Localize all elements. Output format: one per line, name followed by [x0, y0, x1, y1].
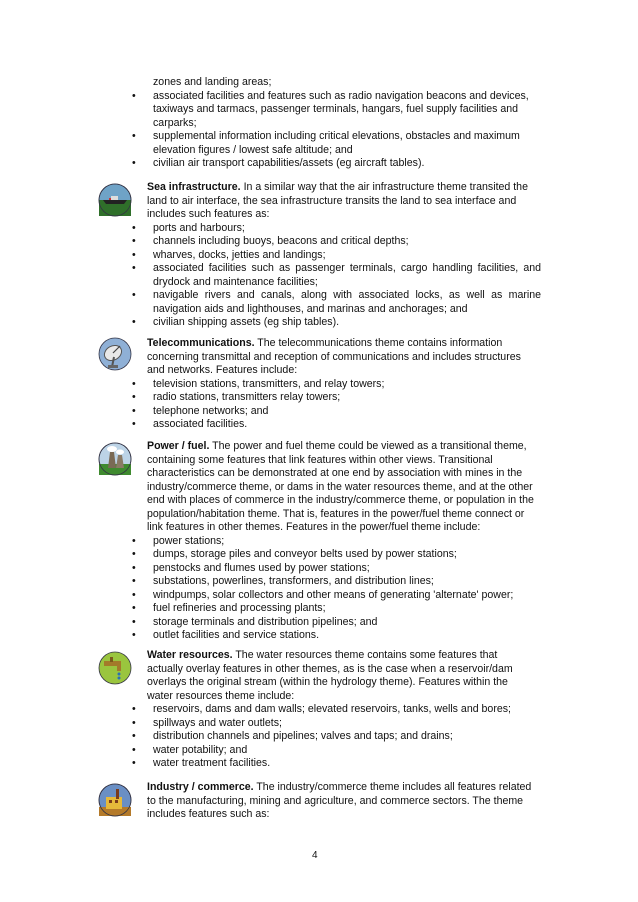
list-item-line: associated facilities. — [153, 418, 248, 430]
bullet-marker: • — [132, 89, 136, 102]
section-intro-text: actually overlay features in other themes, as is the case when a reservoir/dam — [147, 662, 513, 675]
section-intro-text: concerning transmittal and reception of communications and includes structures — [147, 350, 521, 363]
page-number: 4 — [312, 850, 318, 861]
bullet-marker: • — [132, 316, 136, 328]
factory-icon — [98, 783, 132, 817]
bullet-marker: • — [132, 716, 136, 729]
list-item-line: power stations; — [153, 534, 225, 547]
section-intro-text: overlays the original stream (within the hydrology theme). Features within the — [147, 676, 508, 688]
list-item-line: water potability; and — [153, 743, 248, 756]
list-item-line: navigation aids and lighthouses, and marinas and anchorages; and — [153, 302, 468, 315]
section-intro-text: containing some features that link features within other views. Transitional — [147, 453, 493, 466]
section-intro-text: link features in other themes. Features in the power/fuel theme include: — [147, 521, 481, 533]
section-intro-text: The water resources theme contains some features that — [232, 649, 498, 661]
bullet-marker: • — [132, 602, 136, 614]
section-heading: Industry / commerce. — [147, 781, 254, 793]
list-item-line: drydock and maintenance facilities; — [153, 275, 318, 288]
bullet-marker: • — [132, 130, 136, 142]
bullet-marker: • — [132, 391, 136, 403]
list-item-line: fuel refineries and processing plants; — [153, 602, 326, 614]
bullet-marker: • — [132, 561, 136, 574]
section-heading: Sea infrastructure. — [147, 181, 241, 193]
section-intro-text: includes such features as: — [147, 208, 270, 220]
list-item-line: civilian air transport capabilities/assets (eg aircraft tables). — [153, 157, 425, 169]
list-item-line: spillways and water outlets; — [153, 716, 282, 729]
bullet-marker: • — [132, 548, 136, 560]
section-intro-text: In a similar way that the air infrastructure theme transited the — [240, 181, 528, 193]
bullet-marker: • — [132, 262, 136, 274]
bullet-marker: • — [132, 248, 136, 261]
section-intro-text: to the manufacturing, mining and agriculture, and commerce sectors. The theme — [147, 794, 524, 807]
list-item-line: outlet facilities and service stations. — [153, 629, 320, 641]
bullet-marker: • — [132, 221, 136, 234]
list-item-line: wharves, docks, jetties and landings; — [153, 248, 326, 261]
section-heading: Power / fuel. — [147, 440, 210, 452]
section-intro-text: characteristics can be demonstrated at one end by association with mines in the — [147, 467, 523, 479]
list-item-line: carparks; — [153, 116, 197, 129]
bullet-marker: • — [132, 534, 136, 547]
section-intro-text: population/habitation theme. That is, features in the power/fuel theme connect or — [147, 507, 525, 520]
section-intro-text: The power and fuel theme could be viewed as a transitional theme, — [209, 440, 527, 452]
list-item-line: dumps, storage piles and conveyor belts used by power stations; — [153, 548, 457, 560]
bullet-marker: • — [132, 743, 136, 756]
ship-icon — [98, 183, 132, 217]
bullet-marker: • — [132, 615, 136, 628]
list-item-line: distribution channels and pipelines; valves and taps; and drains; — [153, 730, 453, 742]
list-item-line: reservoirs, dams and dam walls; elevated reservoirs, tanks, wells and bores; — [153, 703, 511, 715]
bullet-marker: • — [132, 418, 136, 430]
bullet-marker: • — [132, 703, 136, 715]
section-intro-text: water resources theme include: — [147, 689, 295, 702]
bullet-marker: • — [132, 730, 136, 742]
section-heading-line — [147, 337, 502, 351]
water-tap-icon — [98, 651, 132, 685]
section-intro-text: industry/commerce theme, or dams in the water resources theme, and at the other — [147, 480, 533, 493]
list-item-line: water treatment facilities. — [153, 757, 271, 769]
bullet-marker: • — [132, 575, 136, 587]
section-intro-text: and networks. Features include: — [147, 364, 298, 376]
section-heading-line — [147, 781, 531, 795]
section-intro-text: The telecommunications theme contains information — [254, 337, 503, 349]
section-heading-line — [147, 440, 527, 454]
list-item-line: storage terminals and distribution pipelines; and — [153, 615, 378, 628]
bullet-marker: • — [132, 157, 136, 169]
section-intro-text: The industry/commerce theme includes all features related — [253, 781, 532, 793]
list-item-line: navigable rivers and canals, along with associated locks, as well as marine — [153, 289, 541, 301]
list-item-line: radio stations, transmitters relay towers; — [153, 391, 341, 403]
section-heading-line — [147, 181, 528, 195]
section-intro-text: includes features such as: — [147, 808, 270, 820]
list-item-line: windpumps, solar collectors and other means of generating 'alternate' power; — [153, 588, 514, 601]
bullet-marker: • — [132, 289, 136, 301]
list-item-line: penstocks and flumes used by power stations; — [153, 561, 370, 574]
section-intro-text: end with places of commerce in the industry/commerce theme, or population in the — [147, 494, 534, 506]
section-heading-line — [147, 649, 497, 663]
list-item-line: substations, powerlines, transformers, and distribution lines; — [153, 575, 434, 587]
list-item-line: associated facilities and features such as radio navigation beacons and devices, — [153, 89, 529, 102]
bullet-marker: • — [132, 588, 136, 601]
list-item-continuation: zones and landing areas; — [153, 76, 272, 88]
bullet-marker: • — [132, 757, 136, 769]
section-intro-text: land to air interface, the sea infrastructure transits the land to sea interface and — [147, 194, 517, 207]
list-item-line: taxiways and tarmacs, passenger terminals, hangars, fuel supply facilities and — [153, 103, 519, 115]
bullet-marker: • — [132, 629, 136, 641]
bullet-marker: • — [132, 377, 136, 390]
section-heading: Telecommunications. — [147, 337, 255, 349]
list-item-line: elevation figures / lowest safe altitude; and — [153, 143, 353, 156]
list-item-line: civilian shipping assets (eg ship tables). — [153, 316, 340, 328]
bullet-marker: • — [132, 404, 136, 417]
power-station-icon — [98, 442, 132, 476]
bullet-marker: • — [132, 235, 136, 247]
list-item-line: ports and harbours; — [153, 221, 245, 234]
satellite-dish-icon — [98, 337, 132, 371]
list-item-line: channels including buoys, beacons and critical depths; — [153, 235, 409, 247]
section-heading: Water resources. — [147, 649, 233, 661]
list-item-line: telephone networks; and — [153, 404, 269, 417]
list-item-line: supplemental information including critical elevations, obstacles and maximum — [153, 130, 520, 142]
list-item-line: television stations, transmitters, and relay towers; — [153, 377, 385, 390]
list-item-line: associated facilities such as passenger terminals, cargo handling facilities, and — [153, 262, 541, 274]
